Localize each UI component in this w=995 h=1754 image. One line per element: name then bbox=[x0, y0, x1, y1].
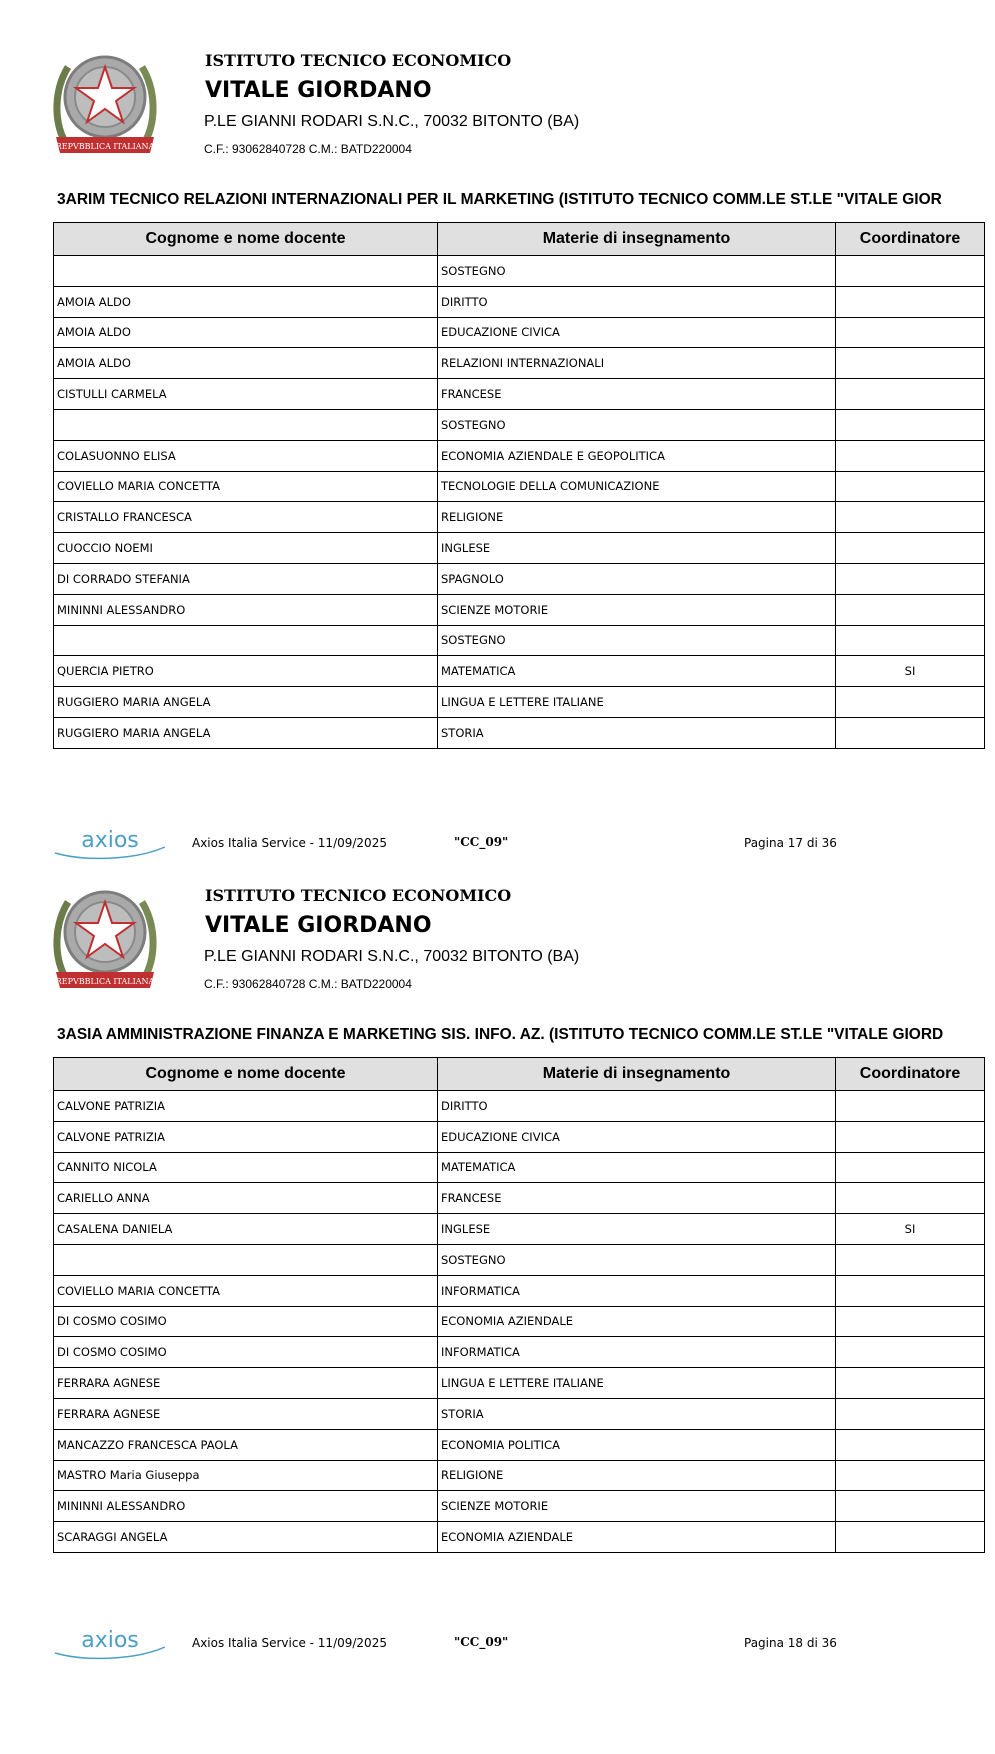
teacher-cell: CARIELLO ANNA bbox=[54, 1183, 438, 1214]
footer-doc-code: "CC_09" bbox=[454, 1635, 509, 1649]
table-row bbox=[54, 379, 985, 410]
subject-column-header: Materie di insegnamento bbox=[438, 1058, 836, 1091]
table-row bbox=[54, 256, 985, 287]
coordinator-cell bbox=[836, 1522, 985, 1553]
teacher-cell: CANNITO NICOLA bbox=[54, 1152, 438, 1183]
table-row bbox=[54, 1337, 985, 1368]
subject-cell: DIRITTO bbox=[438, 1091, 836, 1122]
subject-cell: ECONOMIA AZIENDALE bbox=[438, 1306, 836, 1337]
coordinator-cell bbox=[836, 409, 985, 440]
table-row bbox=[54, 656, 985, 687]
axios-logo-icon bbox=[53, 1625, 168, 1661]
footer-service: Axios Italia Service - 11/09/2025 bbox=[192, 1636, 387, 1650]
table-row bbox=[54, 1183, 985, 1214]
coordinator-cell bbox=[836, 256, 985, 287]
staff-table bbox=[53, 222, 985, 749]
subject-column-header: Materie di insegnamento bbox=[438, 223, 836, 256]
subject-cell: FRANCESE bbox=[438, 379, 836, 410]
teacher-cell: COVIELLO MARIA CONCETTA bbox=[54, 1275, 438, 1306]
svg-text:REPVBBLICA ITALIANA: REPVBBLICA ITALIANA bbox=[55, 142, 155, 151]
table-row bbox=[54, 1214, 985, 1245]
table-row bbox=[54, 471, 985, 502]
subject-cell: INGLESE bbox=[438, 533, 836, 564]
subject-cell: EDUCAZIONE CIVICA bbox=[438, 1121, 836, 1152]
teacher-cell: AMOIA ALDO bbox=[54, 317, 438, 348]
table-row bbox=[54, 1152, 985, 1183]
subject-cell: LINGUA E LETTERE ITALIANE bbox=[438, 687, 836, 718]
table-row bbox=[54, 1398, 985, 1429]
coordinator-cell bbox=[836, 563, 985, 594]
table-row bbox=[54, 1091, 985, 1122]
table-row bbox=[54, 1522, 985, 1553]
teacher-cell bbox=[54, 256, 438, 287]
coordinator-cell bbox=[836, 717, 985, 748]
teacher-cell: CISTULLI CARMELA bbox=[54, 379, 438, 410]
table-row bbox=[54, 717, 985, 748]
svg-text:axios: axios bbox=[81, 828, 139, 853]
table-row bbox=[54, 1368, 985, 1399]
footer-page-number: Pagina 17 di 36 bbox=[744, 836, 837, 850]
teacher-cell: RUGGIERO MARIA ANGELA bbox=[54, 687, 438, 718]
subject-cell: INFORMATICA bbox=[438, 1275, 836, 1306]
subject-cell: MATEMATICA bbox=[438, 656, 836, 687]
teacher-cell: CALVONE PATRIZIA bbox=[54, 1091, 438, 1122]
subject-cell: RELIGIONE bbox=[438, 1460, 836, 1491]
footer-page-number: Pagina 18 di 36 bbox=[744, 1636, 837, 1650]
coordinator-cell: SI bbox=[836, 1214, 985, 1245]
subject-cell: INGLESE bbox=[438, 1214, 836, 1245]
teacher-cell: FERRARA AGNESE bbox=[54, 1398, 438, 1429]
teacher-cell: MASTRO Maria Giuseppa bbox=[54, 1460, 438, 1491]
subject-cell: EDUCAZIONE CIVICA bbox=[438, 317, 836, 348]
teacher-cell: CASALENA DANIELA bbox=[54, 1214, 438, 1245]
teacher-cell: QUERCIA PIETRO bbox=[54, 656, 438, 687]
teacher-cell: MININNI ALESSANDRO bbox=[54, 594, 438, 625]
coordinator-cell bbox=[836, 502, 985, 533]
table-header-row bbox=[54, 1058, 985, 1091]
coordinator-cell bbox=[836, 625, 985, 656]
table-row bbox=[54, 348, 985, 379]
coordinator-cell bbox=[836, 687, 985, 718]
subject-cell: SPAGNOLO bbox=[438, 563, 836, 594]
class-title: 3ARIM TECNICO RELAZIONI INTERNAZIONALI PER IL MARKETING (ISTITUTO TECNICO COMM.LE ST.LE "VITALE GIOR bbox=[57, 191, 942, 208]
school-name: VITALE GIORDANO bbox=[205, 78, 432, 103]
table-row bbox=[54, 1121, 985, 1152]
coordinator-cell bbox=[836, 1244, 985, 1275]
teacher-cell: AMOIA ALDO bbox=[54, 348, 438, 379]
school-address: P.LE GIANNI RODARI S.N.C., 70032 BITONTO (BA) bbox=[204, 113, 580, 130]
table-row bbox=[54, 409, 985, 440]
coordinator-cell bbox=[836, 348, 985, 379]
school-name: VITALE GIORDANO bbox=[205, 913, 432, 938]
subject-cell: LINGUA E LETTERE ITALIANE bbox=[438, 1368, 836, 1399]
school-type: ISTITUTO TECNICO ECONOMICO bbox=[205, 51, 512, 70]
subject-cell: DIRITTO bbox=[438, 286, 836, 317]
table-row bbox=[54, 1306, 985, 1337]
table-row bbox=[54, 1275, 985, 1306]
subject-cell: RELAZIONI INTERNAZIONALI bbox=[438, 348, 836, 379]
coordinator-cell: SI bbox=[836, 656, 985, 687]
school-type: ISTITUTO TECNICO ECONOMICO bbox=[205, 886, 512, 905]
coordinator-cell bbox=[836, 471, 985, 502]
subject-cell: RELIGIONE bbox=[438, 502, 836, 533]
table-row bbox=[54, 286, 985, 317]
table-row bbox=[54, 1429, 985, 1460]
subject-cell: TECNOLOGIE DELLA COMUNICAZIONE bbox=[438, 471, 836, 502]
coordinator-cell bbox=[836, 379, 985, 410]
coordinator-cell bbox=[836, 317, 985, 348]
teacher-cell: SCARAGGI ANGELA bbox=[54, 1522, 438, 1553]
teacher-cell: DI COSMO COSIMO bbox=[54, 1337, 438, 1368]
teacher-cell bbox=[54, 625, 438, 656]
table-row bbox=[54, 1460, 985, 1491]
table-row bbox=[54, 625, 985, 656]
footer-doc-code: "CC_09" bbox=[454, 835, 509, 849]
table-row bbox=[54, 687, 985, 718]
subject-cell: SOSTEGNO bbox=[438, 625, 836, 656]
subject-cell: INFORMATICA bbox=[438, 1337, 836, 1368]
footer-service: Axios Italia Service - 11/09/2025 bbox=[192, 836, 387, 850]
table-row bbox=[54, 1244, 985, 1275]
svg-text:axios: axios bbox=[81, 1628, 139, 1653]
teacher-cell: COVIELLO MARIA CONCETTA bbox=[54, 471, 438, 502]
teacher-cell: MANCAZZO FRANCESCA PAOLA bbox=[54, 1429, 438, 1460]
table-row bbox=[54, 594, 985, 625]
coordinator-cell bbox=[836, 1152, 985, 1183]
table-row bbox=[54, 1491, 985, 1522]
teacher-column-header: Cognome e nome docente bbox=[54, 223, 438, 256]
coordinator-cell bbox=[836, 594, 985, 625]
teacher-cell: DI CORRADO STEFANIA bbox=[54, 563, 438, 594]
subject-cell: FRANCESE bbox=[438, 1183, 836, 1214]
table-row bbox=[54, 563, 985, 594]
school-address: P.LE GIANNI RODARI S.N.C., 70032 BITONTO (BA) bbox=[204, 948, 580, 965]
subject-cell: STORIA bbox=[438, 1398, 836, 1429]
table-header-row bbox=[54, 223, 985, 256]
school-codes: C.F.: 93062840728 C.M.: BATD220004 bbox=[204, 142, 412, 156]
teacher-cell: FERRARA AGNESE bbox=[54, 1368, 438, 1399]
coordinator-cell bbox=[836, 1368, 985, 1399]
teacher-cell: MININNI ALESSANDRO bbox=[54, 1491, 438, 1522]
teacher-cell: CUOCCIO NOEMI bbox=[54, 533, 438, 564]
coordinator-cell bbox=[836, 1121, 985, 1152]
coordinator-cell bbox=[836, 1491, 985, 1522]
table-row bbox=[54, 440, 985, 471]
subject-cell: SOSTEGNO bbox=[438, 1244, 836, 1275]
coordinator-cell bbox=[836, 1337, 985, 1368]
coordinator-cell bbox=[836, 1306, 985, 1337]
teacher-cell: AMOIA ALDO bbox=[54, 286, 438, 317]
coordinator-cell bbox=[836, 533, 985, 564]
republic-emblem-icon bbox=[50, 45, 160, 160]
republic-emblem-icon bbox=[50, 880, 160, 995]
subject-cell: SOSTEGNO bbox=[438, 256, 836, 287]
teacher-cell: CRISTALLO FRANCESCA bbox=[54, 502, 438, 533]
teacher-cell: DI COSMO COSIMO bbox=[54, 1306, 438, 1337]
coordinator-cell bbox=[836, 440, 985, 471]
coordinator-cell bbox=[836, 1398, 985, 1429]
svg-text:REPVBBLICA ITALIANA: REPVBBLICA ITALIANA bbox=[55, 977, 155, 986]
coordinator-column-header: Coordinatore bbox=[836, 1058, 985, 1091]
table-row bbox=[54, 317, 985, 348]
subject-cell: STORIA bbox=[438, 717, 836, 748]
table-row bbox=[54, 533, 985, 564]
class-title: 3ASIA AMMINISTRAZIONE FINANZA E MARKETING SIS. INFO. AZ. (ISTITUTO TECNICO COMM.LE ST.LE "VITALE GIORD bbox=[57, 1026, 944, 1043]
table-row bbox=[54, 502, 985, 533]
subject-cell: MATEMATICA bbox=[438, 1152, 836, 1183]
subject-cell: ECONOMIA POLITICA bbox=[438, 1429, 836, 1460]
coordinator-cell bbox=[836, 1429, 985, 1460]
staff-table bbox=[53, 1057, 985, 1553]
coordinator-cell bbox=[836, 1460, 985, 1491]
subject-cell: SCIENZE MOTORIE bbox=[438, 594, 836, 625]
subject-cell: SOSTEGNO bbox=[438, 409, 836, 440]
school-codes: C.F.: 93062840728 C.M.: BATD220004 bbox=[204, 977, 412, 991]
teacher-cell bbox=[54, 1244, 438, 1275]
teacher-column-header: Cognome e nome docente bbox=[54, 1058, 438, 1091]
page-18 bbox=[0, 835, 995, 1754]
coordinator-cell bbox=[836, 1091, 985, 1122]
coordinator-cell bbox=[836, 1275, 985, 1306]
coordinator-cell bbox=[836, 286, 985, 317]
subject-cell: ECONOMIA AZIENDALE bbox=[438, 1522, 836, 1553]
teacher-cell: COLASUONNO ELISA bbox=[54, 440, 438, 471]
subject-cell: ECONOMIA AZIENDALE E GEOPOLITICA bbox=[438, 440, 836, 471]
teacher-cell bbox=[54, 409, 438, 440]
subject-cell: SCIENZE MOTORIE bbox=[438, 1491, 836, 1522]
teacher-cell: RUGGIERO MARIA ANGELA bbox=[54, 717, 438, 748]
coordinator-cell bbox=[836, 1183, 985, 1214]
teacher-cell: CALVONE PATRIZIA bbox=[54, 1121, 438, 1152]
coordinator-column-header: Coordinatore bbox=[836, 223, 985, 256]
